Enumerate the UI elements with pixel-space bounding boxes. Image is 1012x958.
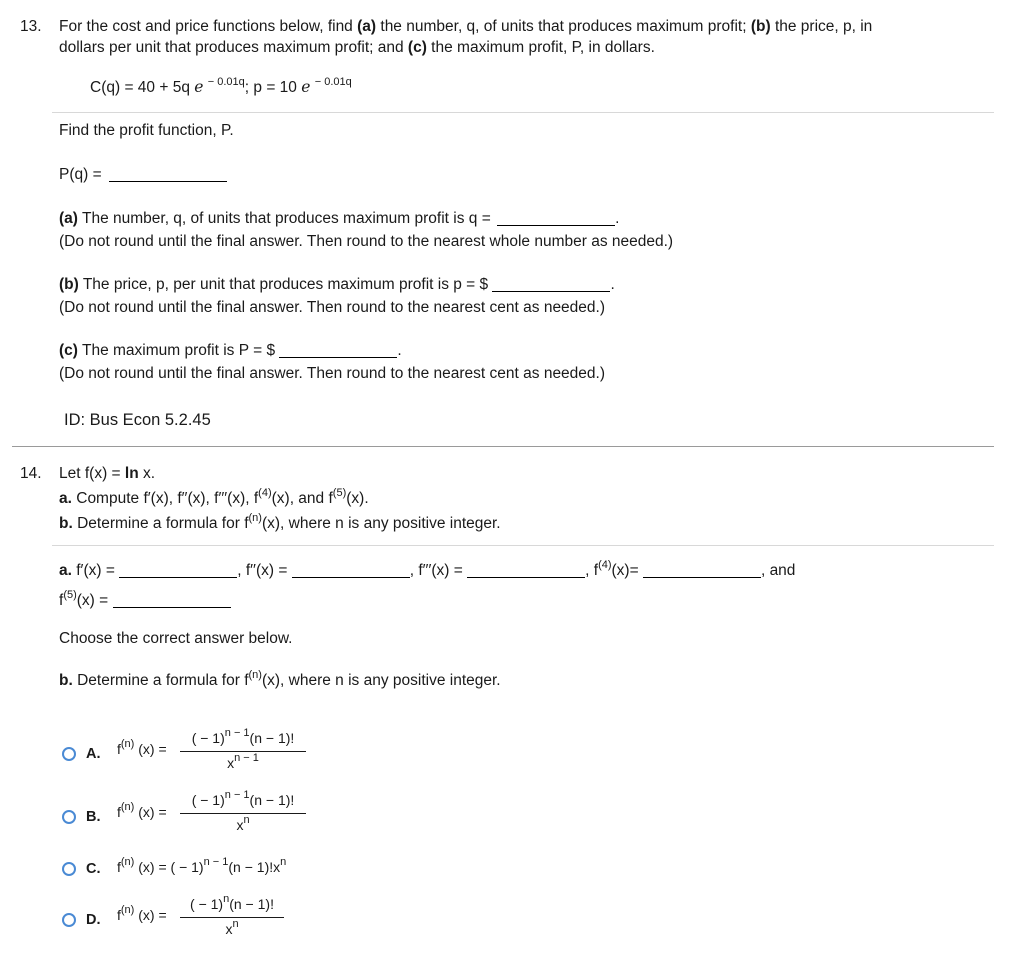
q14-part-b-repeat: b. Determine a formula for $f^{(n)}(x)$, where n is any positive integer. bbox=[59, 669, 501, 689]
find-profit-instruction: Find the profit function, P. bbox=[59, 122, 234, 139]
option-lhs: $f^{(n)}$ (x) = bbox=[117, 738, 167, 757]
part-c-question: (c) The maximum profit is P = $ . bbox=[59, 342, 402, 359]
fifth-derivative-input[interactable] bbox=[113, 590, 231, 608]
q14-part-b-prompt: b. Determine a formula for $f^{(n)}(x)$, where n is any positive integer. bbox=[59, 512, 501, 532]
derivatives-row: a. f′(x) = , f′′(x) = , f′′′(x) = , $f^{(4)}(x)=$ , and bbox=[59, 559, 796, 579]
option-c-radio[interactable] bbox=[62, 862, 76, 876]
option-lhs: $f^{(n)}$ (x) = bbox=[117, 904, 167, 923]
option-letter: B. bbox=[86, 809, 101, 825]
option-b-radio[interactable] bbox=[62, 810, 76, 824]
profit-function-input[interactable] bbox=[109, 164, 227, 182]
part-b-question: (b) The price, p, per unit that produces maximum profit is p = $ . bbox=[59, 276, 615, 293]
q13-intro-line2: dollars per unit that produces maximum profit; and (c) the maximum profit, P, in dollars. bbox=[59, 39, 655, 56]
third-derivative-input[interactable] bbox=[467, 560, 585, 578]
question-id: ID: Bus Econ 5.2.45 bbox=[64, 411, 211, 429]
option-letter: D. bbox=[86, 912, 101, 928]
option-lhs: $f^{(n)}$ (x) = bbox=[117, 801, 167, 820]
q14-number: 14. bbox=[20, 465, 42, 482]
part-b-note: (Do not round until the final answer. Then round to the nearest cent as needed.) bbox=[59, 299, 606, 316]
option-numerator: ( − 1)$^{n - 1}$(n − 1)! bbox=[191, 789, 295, 808]
q14-part-a-prompt: a. Compute f′(x), f′′(x), f′′′(x), $f^{(4)}(x)$, and $f^{(5)}(x)$. bbox=[59, 487, 369, 507]
option-d-radio[interactable] bbox=[62, 913, 76, 927]
part-b-input[interactable] bbox=[492, 274, 610, 292]
option-a-radio[interactable] bbox=[62, 747, 76, 761]
fifth-derivative-row: $f^{(5)}(x)$ = bbox=[59, 590, 231, 610]
option-letter: A. bbox=[86, 746, 101, 762]
profit-function-row: P(q) = bbox=[59, 164, 227, 184]
divider bbox=[52, 545, 994, 546]
option-letter: C. bbox=[86, 861, 101, 877]
divider bbox=[52, 112, 994, 113]
choose-instruction: Choose the correct answer below. bbox=[59, 630, 293, 647]
q13-number: 13. bbox=[20, 18, 42, 35]
part-c-input[interactable] bbox=[279, 340, 397, 358]
cost-price-formula: C(q) = 40 + 5q e $^{- 0.01q}$; p = 10 e $^{- 0.01q}$ bbox=[90, 76, 352, 96]
part-a-question: (a) The number, q, of units that produces maximum profit is q = . bbox=[59, 210, 620, 227]
second-derivative-input[interactable] bbox=[292, 560, 410, 578]
part-a-note: (Do not round until the final answer. Then round to the nearest whole number as needed.) bbox=[59, 233, 674, 250]
option-formula: $f^{(n)}$ (x) = ( − $1)^{n - 1}(n - 1)!x^n$ bbox=[117, 856, 287, 875]
q13-intro-line1: For the cost and price functions below, find (a) the number, q, of units that produces maximum profit; (b) the price, p, in bbox=[59, 18, 873, 35]
fourth-derivative-input[interactable] bbox=[643, 560, 761, 578]
first-derivative-input[interactable] bbox=[119, 560, 237, 578]
q14-let: Let f(x) = ln x. bbox=[59, 465, 156, 482]
question-separator bbox=[12, 446, 994, 447]
option-denominator: $x^n$ bbox=[225, 918, 239, 937]
option-numerator: ( − 1)$^n$(n − 1)! bbox=[190, 893, 274, 912]
option-numerator: ( − 1)$^{n - 1}$(n − 1)! bbox=[191, 727, 295, 746]
part-a-input[interactable] bbox=[497, 208, 615, 226]
option-denominator: $x^{n - 1}$ bbox=[227, 752, 259, 771]
part-c-note: (Do not round until the final answer. Then round to the nearest cent as needed.) bbox=[59, 365, 606, 382]
option-denominator: $x^n$ bbox=[236, 814, 250, 833]
